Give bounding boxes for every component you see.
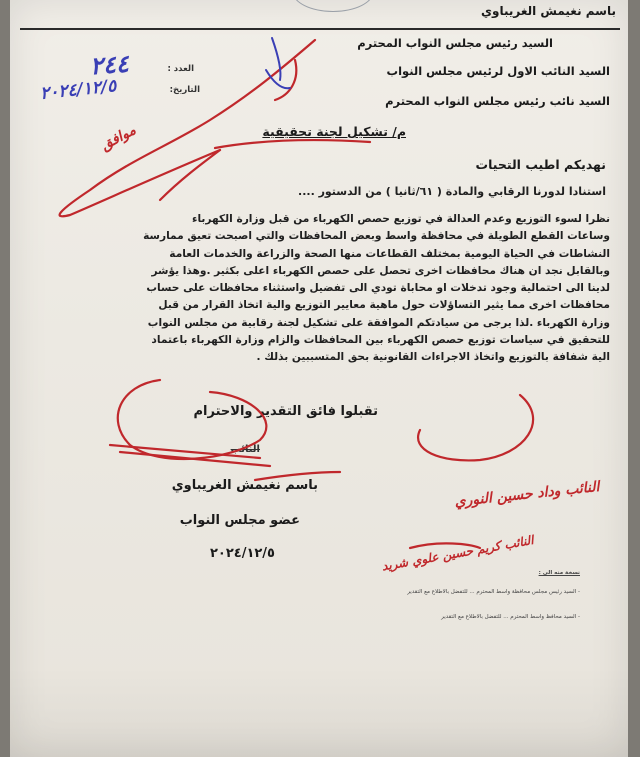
letter-page	[10, 0, 628, 757]
body-line: وزارة الكهرباء .لذا يرجى من سيادتكم الموافقة على تشكيل لجنة رقابية من مجلس النواب	[147, 316, 610, 329]
body-line: وساعات القطع الطويلة في محافظة واسط وبعض المحافظات والتي اصبحت تعيق ممارسة	[143, 230, 610, 243]
struck-title: النائب	[230, 444, 260, 455]
subject-line: م/ تشكيل لجنة تحقيقية	[262, 124, 406, 139]
date-label: التاريخ:	[169, 85, 200, 95]
handwritten-signature-2: النائب كريم حسين علوي شريد	[380, 533, 535, 574]
body-line: وبالقابل نجد ان هناك محافظات اخرى تحصل على حصص الكهرباء اعلى بكثير .وهذا يؤشر	[151, 264, 610, 277]
sender-name-header: باسم نغيمش الغريباوي	[481, 4, 616, 18]
body-line: النشاطات في الحياة اليومية بمختلف القطاعات منها الصحة والزراعة والخدمات العامة	[169, 247, 610, 260]
greeting: نهديكم اطيب التحيات	[475, 157, 606, 172]
red-ink-marks	[10, 0, 628, 757]
handwritten-date: ٢٠٢٤/١٢/٥	[39, 76, 118, 104]
body-line: للتحقيق في سياسات توزيع حصص الكهرباء بين المحافظات والزام وزارة الكهرباء باعتماد	[151, 334, 610, 347]
copies-item: - السيد محافظ واسط المحترم ... للتفضل بالاطلاع مع التقدير	[441, 614, 580, 620]
body-line: الية شفافة بالتوزيع واتخاذ الاجراءات القانونية بحق المتسببين بذلك .	[256, 351, 610, 364]
body-line: محافظات اخرى مما يثير التساؤلات حول ماهية معايير التوزيع والية اتخاذ القرار من قبل	[158, 299, 610, 312]
copies-item: - السيد رئيس مجلس محافظة واسط المحترم ... للتفضل بالاطلاع مع التقدير	[407, 589, 580, 595]
addressee-2: السيد النائب الاول لرئيس مجلس النواب	[386, 64, 610, 78]
number-label: العدد :	[167, 64, 194, 74]
signature-name: باسم نغيمش الغريباوي	[171, 478, 318, 493]
basis-line: استنادا لدورنا الرقابي والمادة ( ٦١/ثانيا ) من الدستور ....	[298, 185, 606, 198]
handwritten-signature-1: النائب وداد حسين النوري	[453, 478, 601, 511]
copies-title: نسخة منه الى :	[538, 570, 580, 576]
body-line: نظرا لسوء التوزيع وعدم العدالة في توزيع حصص الكهرباء من قبل وزارة الكهرباء	[192, 213, 610, 225]
handwritten-number: ٢٤٤	[89, 48, 130, 81]
addressee-1: السيد رئيس مجلس النواب المحترم	[357, 36, 553, 50]
signature-date: ٢٠٢٤/١٢/٥	[209, 546, 275, 561]
addressee-3: السيد نائب رئيس مجلس النواب المحترم	[385, 94, 610, 108]
body-line: لدينا الى احتمالية وجود تدخلات او محاباة تودي الى تفضيل واستثناء محافظات على حساب	[146, 282, 610, 295]
handwritten-note-red: موافق	[98, 122, 139, 154]
closing-line: تقبلوا فائق التقدير والاحترام	[193, 404, 378, 419]
signature-title: عضو مجلس النواب	[179, 513, 300, 528]
